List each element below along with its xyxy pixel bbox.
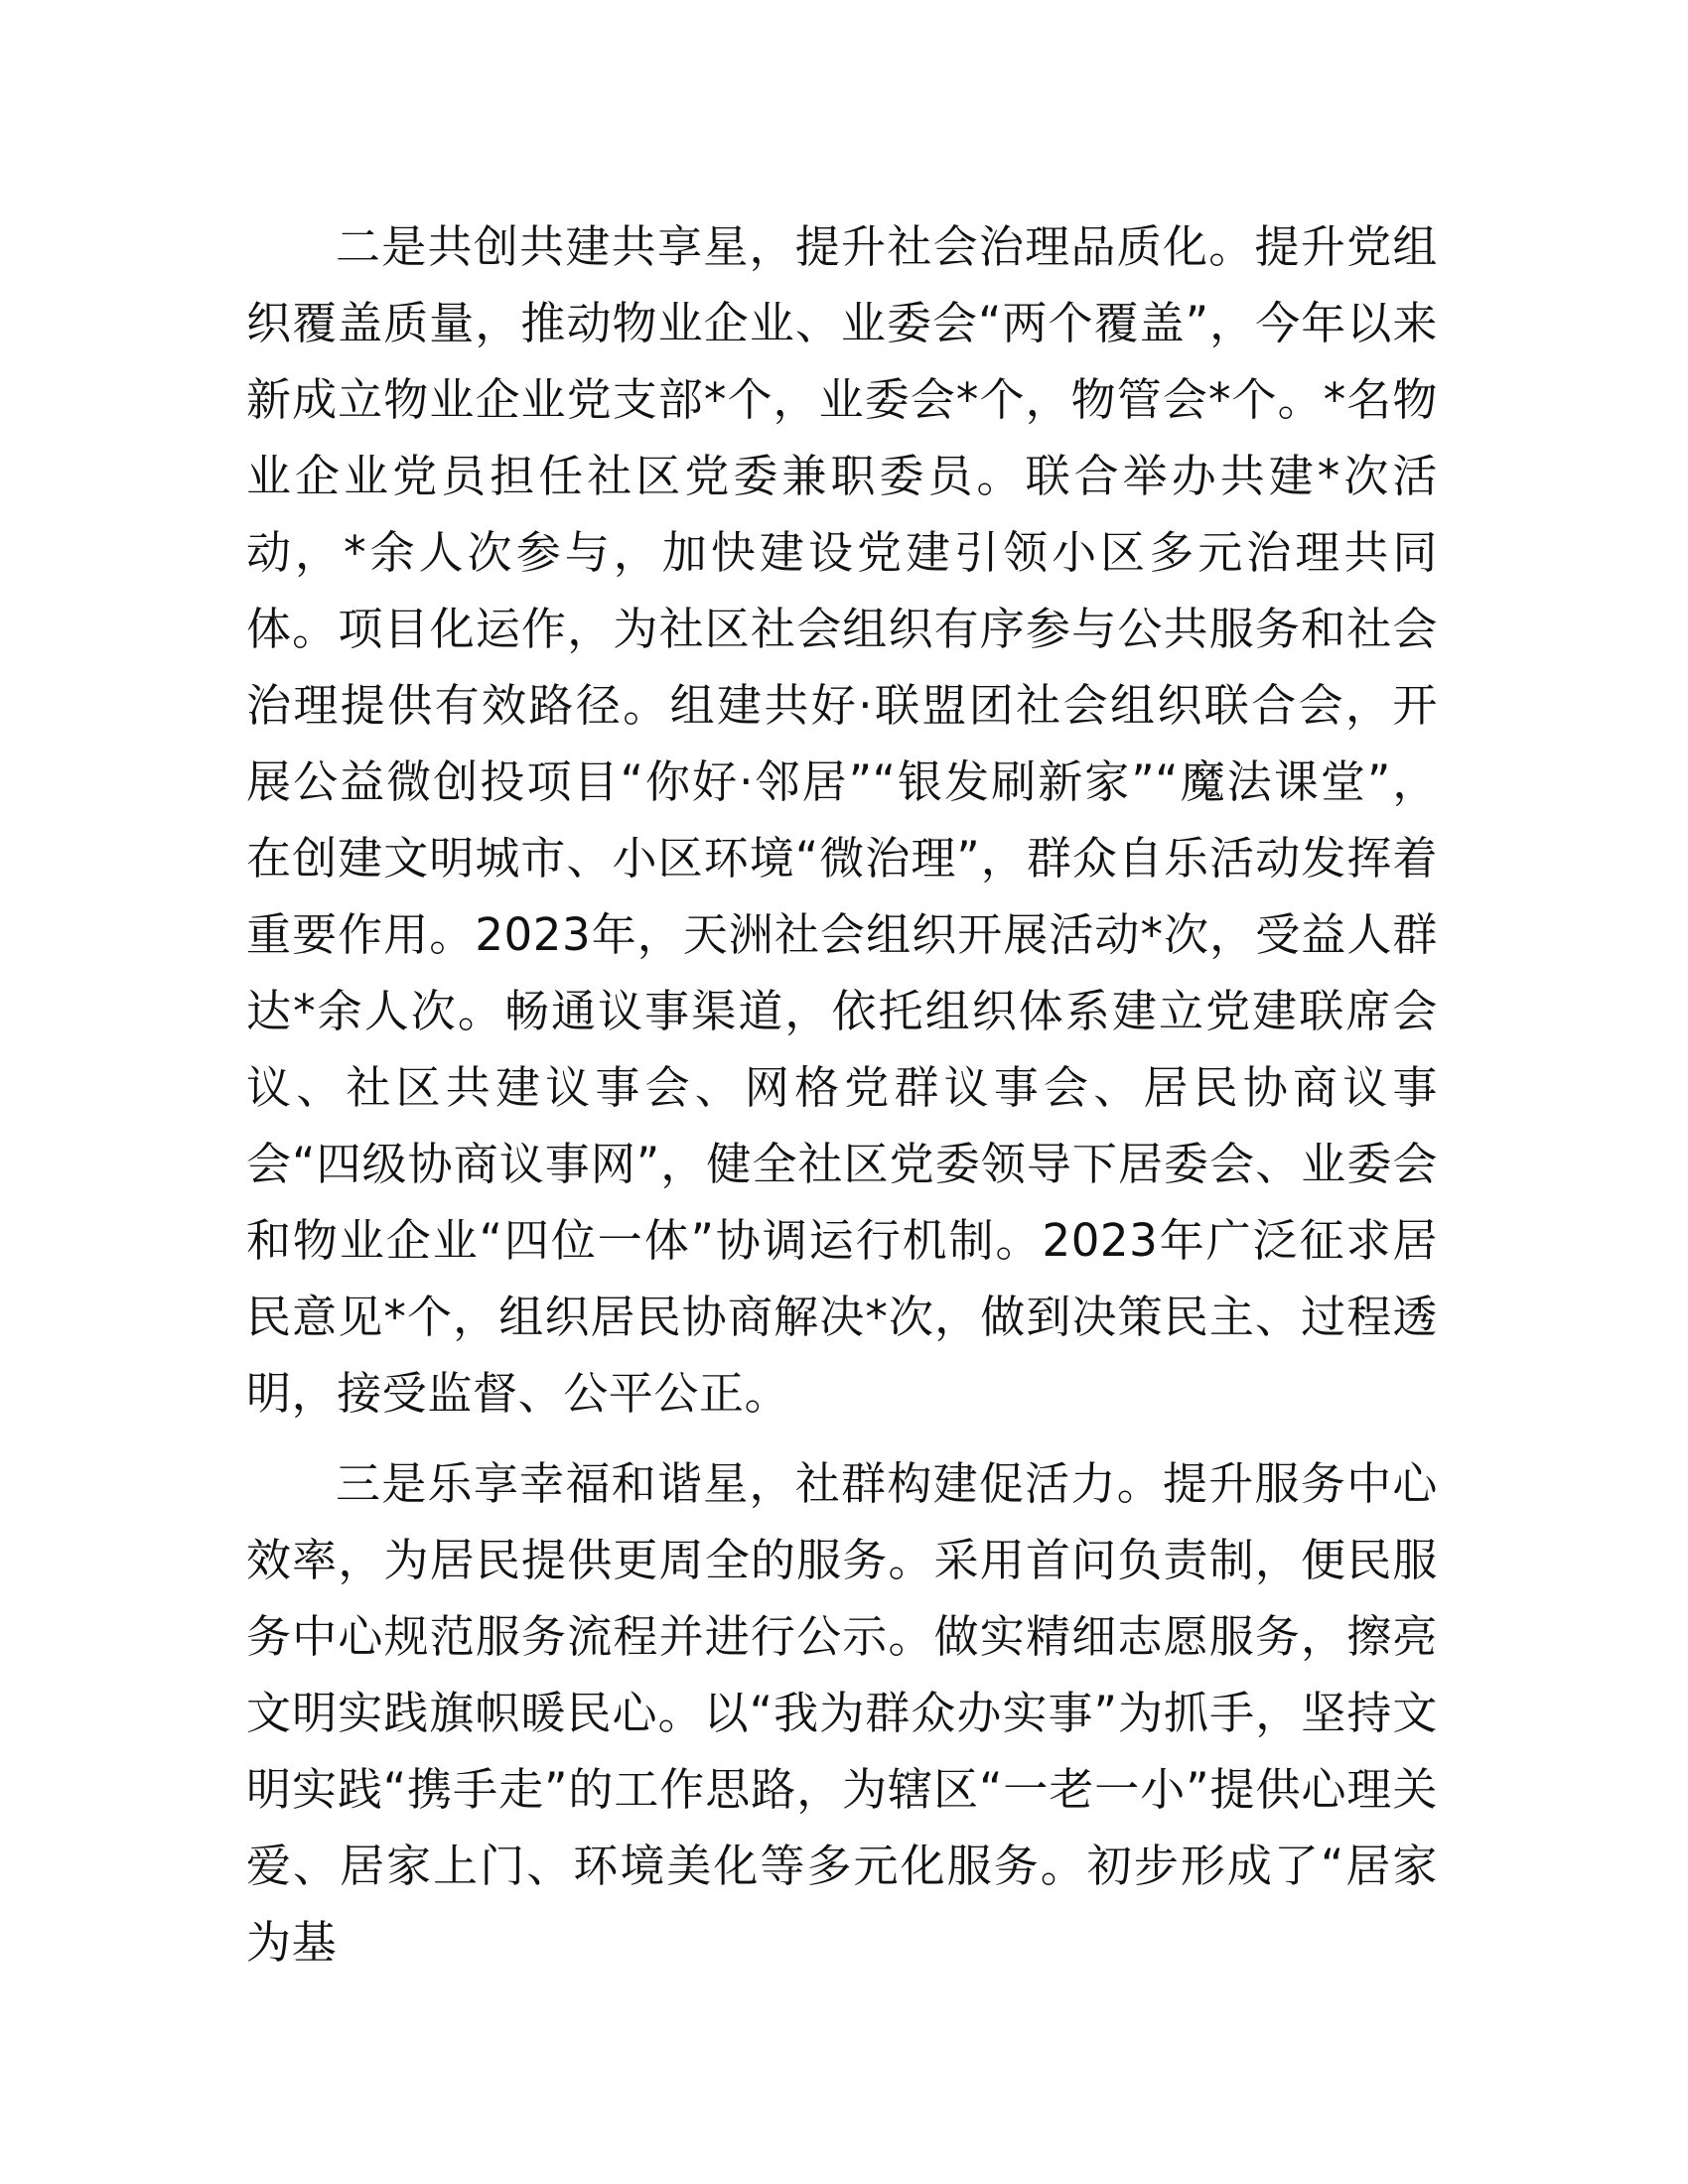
paragraph-social-governance: 二是共创共建共享星，提升社会治理品质化。提升党组织覆盖质量，推动物业企业、业委会“两个覆盖”，今年以来新成立物业企业党支部*个，业委会*个，物管会*个。*名物业企业党员担任社区党委兼职委员。联合举办共建*次活动，*余人次参与，加快建设党建引领小区多元治理共同体。项目化运作，为社区社会组织有序参与公共服务和社会治理提供有效路径。组建共好·联盟团社会组织联合会，开展公益微创投项目“你好·邻居”“银发刷新家”“魔法课堂”，在创建文明城市、小区环境“微治理”，群众自乐活动发挥着重要作用。2023年，天洲社会组织开展活动*次，受益人群达*余人次。畅通议事渠道，依托组织体系建立党建联席会议、社区共建议事会、网格党群议事会、居民协商议事会“四级协商议事网”，健全社区党委领导下居委会、业委会和物业企业“四位一体”协调运行机制。2023年广泛征求居民意见*个，组织居民协商解决*次，做到决策民主、过程透明，接受监督、公平公正。 bbox=[246, 220, 1438, 1420]
paragraph-community-happiness: 三是乐享幸福和谐星，社群构建促活力。提升服务中心效率，为居民提供更周全的服务。采用首问负责制，便民服务中心规范服务流程并进行公示。做实精细志愿服务，擦亮文明实践旗帜暖民心。以“我为群众办实事”为抓手，坚持文明实践“携手走”的工作思路，为辖区“一老一小”提供心理关爱、居家上门、环境美化等多元化服务。初步形成了“居家为基 bbox=[246, 1457, 1438, 1969]
document-body bbox=[246, 208, 1438, 1980]
